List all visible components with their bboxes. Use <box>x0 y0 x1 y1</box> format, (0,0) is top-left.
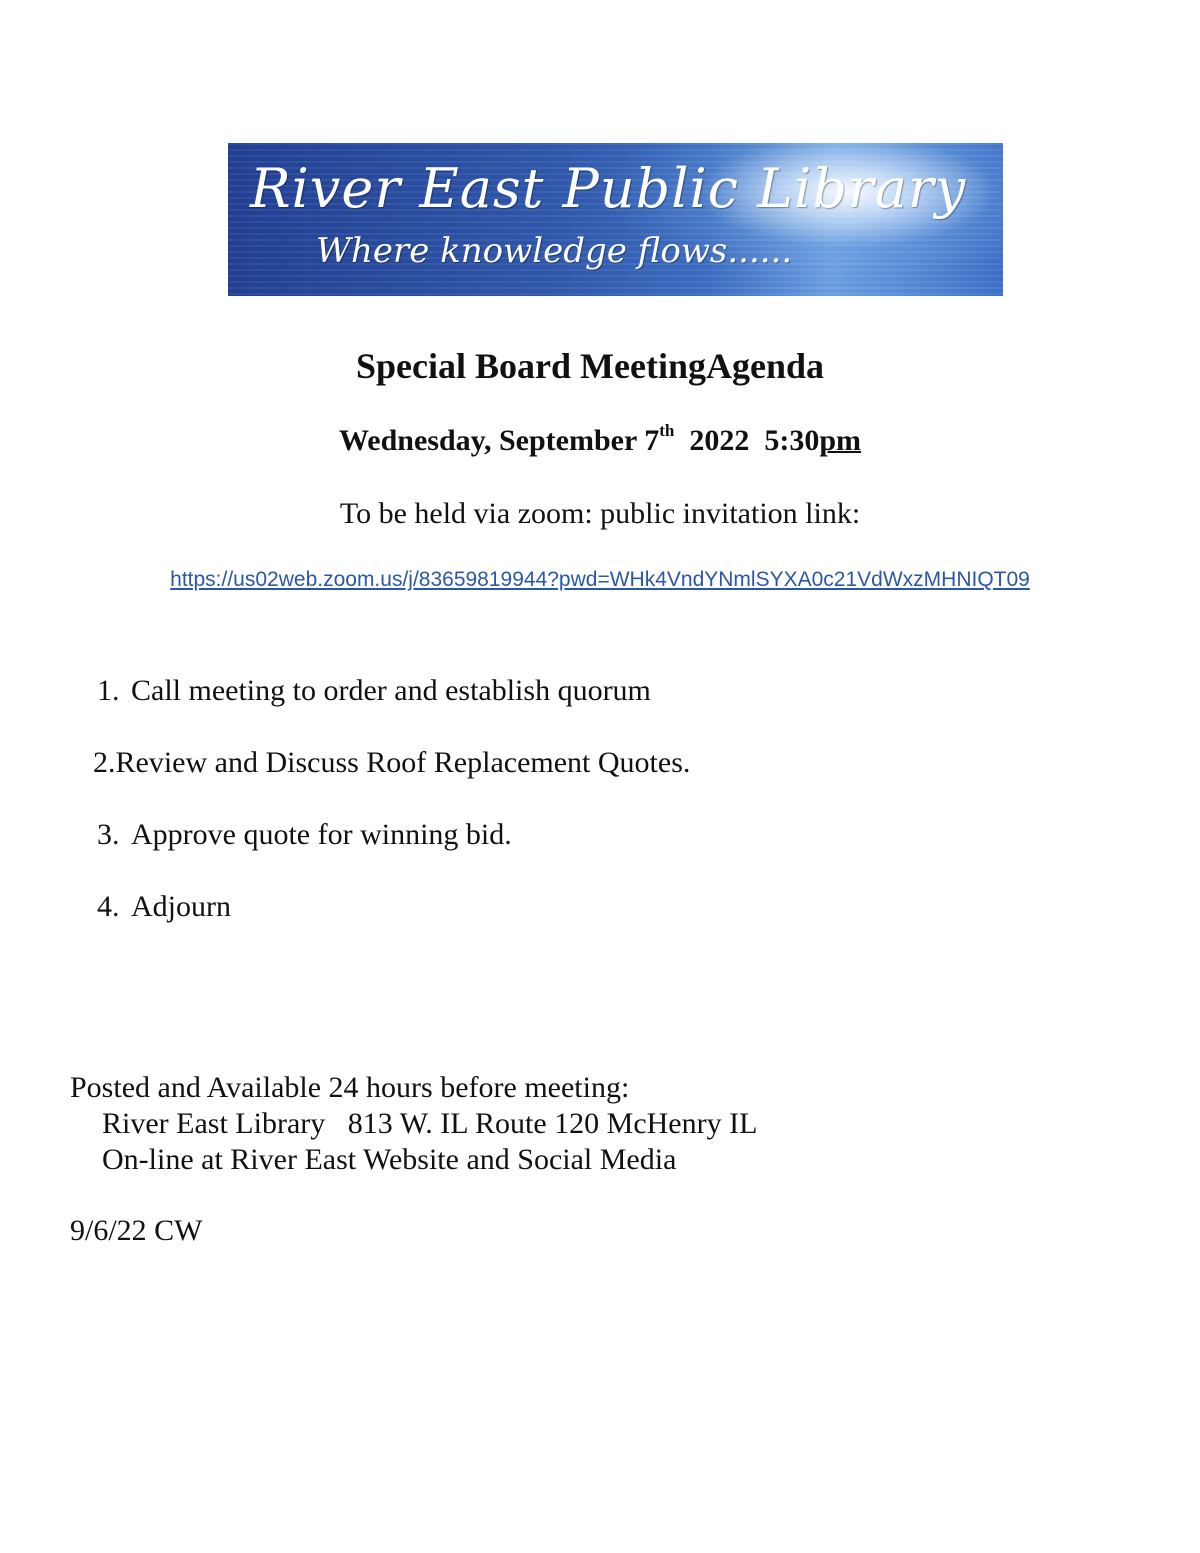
meeting-date-text: Wednesday, September 7 <box>338 424 660 457</box>
agenda-item-text: Approve quote for winning bid. <box>131 818 512 851</box>
agenda-item <box>97 674 651 708</box>
date-ordinal-suffix: th <box>659 421 675 440</box>
meeting-time-pm: pm <box>819 424 862 457</box>
agenda-item-text: Call meeting to order and establish quorum <box>131 674 651 707</box>
library-banner <box>228 143 1003 296</box>
posting-heading: Posted and Available 24 hours before meeting: <box>70 1071 630 1104</box>
meeting-year-time: 2022 5:30 <box>674 424 820 457</box>
zoom-instructions: To be held via zoom: public invitation link: <box>339 497 861 530</box>
agenda-item-number: 4. <box>97 890 120 923</box>
banner-title: River East Public Library <box>250 157 967 220</box>
agenda-item-number: 3. <box>97 818 120 851</box>
zoom-invitation-link[interactable]: https://us02web.zoom.us/j/83659819944?pwd=WHk4VndYNmlSYXA0c21VdWxzMHNIQT09 <box>170 568 1030 591</box>
posting-online: On-line at River East Website and Social Media <box>102 1143 677 1176</box>
banner-tagline: Where knowledge flows...... <box>316 231 793 271</box>
meeting-date <box>0 421 1200 458</box>
agenda-item-text: Review and Discuss Roof Replacement Quotes. <box>115 746 691 779</box>
agenda-item <box>97 818 512 852</box>
agenda-item-number: 1. <box>97 674 120 707</box>
agenda-item-text: Adjourn <box>131 890 231 923</box>
posting-notice <box>70 1070 757 1178</box>
document-signoff: 9/6/22 CW <box>70 1214 203 1247</box>
agenda-item <box>93 746 690 780</box>
page-title: Special Board MeetingAgenda <box>356 346 824 386</box>
agenda-item <box>97 890 231 924</box>
posting-location: River East Library 813 W. IL Route 120 McHenry IL <box>102 1107 758 1140</box>
agenda-item-number: 2. <box>93 746 116 779</box>
